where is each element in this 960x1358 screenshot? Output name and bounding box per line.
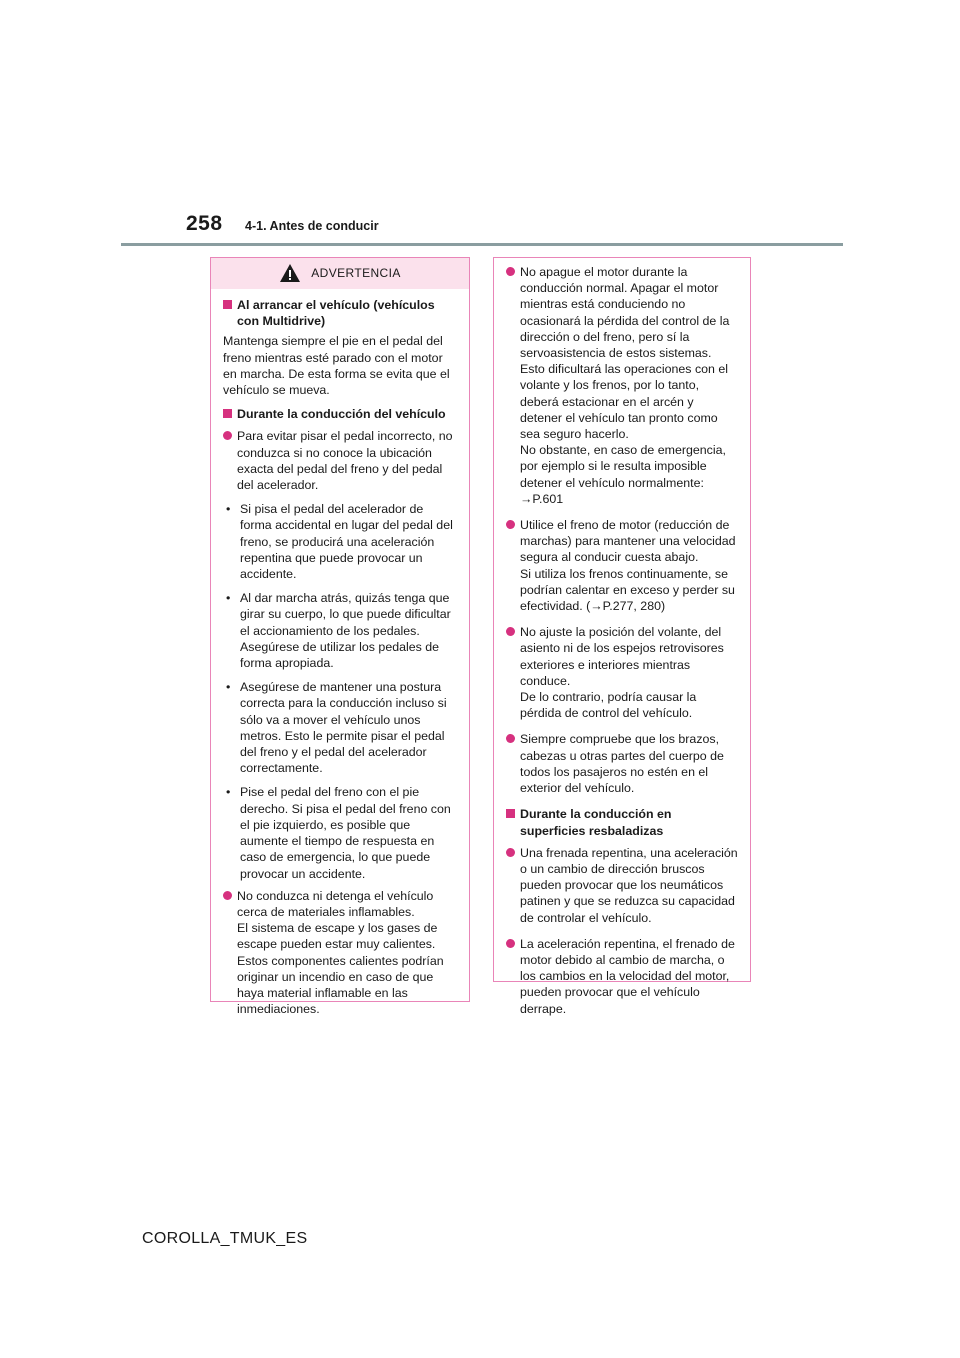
- page-number: 258: [186, 212, 223, 235]
- circle-item: Para evitar pisar el pedal incorrecto, no conduzca si no conoce la ubicación exacta del pedal del freno y del pedal del acelerador.: [223, 428, 457, 493]
- document-code: COROLLA_TMUK_ES: [142, 1230, 308, 1247]
- bullet-item: • Pise el pedal del freno con el pie derecho. Si pisa el pedal del freno con el pie izquierdo, es posible que aumente el tiempo de respuesta en caso de emergencia, lo que puede provocar un accidente.: [223, 784, 457, 881]
- bullet-item: • Al dar marcha atrás, quizás tenga que girar su cuerpo, lo que puede dificultar el accionamiento de los pedales. Asegúrese de utilizar los pedales de forma apropiada.: [223, 590, 457, 671]
- warning-header: [211, 258, 469, 289]
- warning-triangle-icon: [279, 263, 301, 283]
- circle-item: Siempre compruebe que los brazos, cabezas u otras partes del cuerpo de todos los pasajeros no estén en el exterior del vehículo.: [506, 731, 738, 796]
- header-rule: [121, 243, 843, 246]
- circle-item: Utilice el freno de motor (reducción de marchas) para mantener una velocidad segura al conducir cuesta abajo. Si utiliza los frenos continuamente, se podrían calentar en exceso y perder su efectividad. (→P.277, 280): [506, 517, 738, 614]
- circle-item: No conduzca ni detenga el vehículo cerca de materiales inflamables. El sistema de escape y los gases de escape pueden estar muy calientes. Estos componentes calientes podrían originar un incendio en caso de que haya material inflamable en las inmediaciones.: [223, 888, 457, 1018]
- subheading: Durante la conducción del vehículo: [223, 406, 457, 422]
- paragraph: Mantenga siempre el pie en el pedal del freno mientras esté parado con el motor en marcha. De esta forma se evita que el vehículo se mueva.: [223, 334, 450, 398]
- circle-item: No ajuste la posición del volante, del asiento ni de los espejos retrovisores exteriores e interiores mientras conduce. De lo contrario, podría causar la pérdida de control del vehículo.: [506, 624, 738, 721]
- bullet-item: • Si pisa el pedal del acelerador de forma accidental en lugar del pedal del freno, se producirá una aceleración repentina que puede provocar un accidente.: [223, 501, 457, 582]
- section-title: 4-1. Antes de conducir: [245, 219, 379, 233]
- subheading: Al arrancar el vehículo (vehículos con Multidrive): [223, 297, 457, 329]
- warning-title: ADVERTENCIA: [311, 265, 401, 280]
- circle-item: Una frenada repentina, una aceleración o un cambio de dirección bruscos pueden provocar que los neumáticos patinen y que se reduzca su capacidad de controlar el vehículo.: [506, 845, 738, 926]
- subheading: Durante la conducción en superficies resbaladizas: [506, 806, 738, 838]
- circle-item: La aceleración repentina, el frenado de motor debido al cambio de marcha, o los cambios en la velocidad del motor, pueden provocar que el vehículo derrape.: [506, 936, 738, 1017]
- warning-box-right: [493, 257, 751, 1016]
- warning-box-left: [210, 257, 470, 1017]
- bullet-item: • Asegúrese de mantener una postura correcta para la conducción incluso si sólo va a mover el vehículo unos metros. Esto le permite pisar el pedal del freno y el pedal del acelerador correctamente.: [223, 679, 457, 776]
- circle-item: No apague el motor durante la conducción normal. Apagar el motor mientras está conduciendo no ocasionará la pérdida del control de la dirección o del freno, pero sí la servoasistencia de estos sistemas. Esto dificultará las operaciones con el volante y los frenos, por lo tanto, deberá estacionar en el arcén y detener el vehículo tan pronto como sea seguro hacerlo. No obstante, en caso de emergencia, por ejemplo si le resulta imposible detener el vehículo normalmente: →P.601: [506, 264, 738, 507]
